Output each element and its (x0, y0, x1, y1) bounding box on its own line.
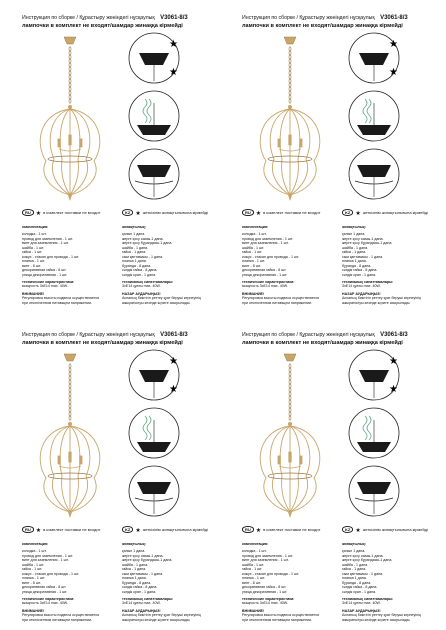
list-item: жерге қосу сымы-1 дана. (122, 553, 164, 558)
ru-legend: RU ★ в комплект поставки не входит (22, 526, 100, 536)
step-3-diagram (345, 147, 403, 201)
list-item: декоративная гайка - 8 шт. (242, 268, 287, 273)
list-item: ажыратылуы кезінде жүзеге асырылады. (122, 617, 191, 622)
sheet-title: Инструкция по сборке / Құрастыру жөніндегі нұсқаулық V3061-8/3 (242, 15, 408, 21)
list-item: винт для заземления - 1 шт. (242, 558, 289, 563)
kz-contents: жинақтылық: қалып 1 дана. жерге қосу сымы-1 дана. жерге қосу бұрандасы-1 дана. шайба - 1 дана. гайка - 1 дана. сым қаптамасы - 1 дана. планка 1 дана. бұранда - 8 дана. сәндік гайка - 8 дана. сәндік кран - 1 дана. техникалық сипаттамалары: 3xE14 қуаты max. 40W. НАЗАР АУДАРЫҢЫЗ! Аспаның биіктігін реттеу қуат берушi кернеуiнiң ажыратылуы кезінде жүзеге асырылады. (342, 225, 438, 305)
bulbs-note: лампочки в комплект не входят/шамдар жинаққа кірмейді (22, 23, 183, 29)
kz-badge: KZ (342, 209, 353, 216)
list-item: қалып 1 дана. (342, 549, 366, 554)
list-item: сәндік гайка - 8 дана. (342, 585, 378, 590)
ru-badge: RU (22, 526, 34, 533)
svg-text:★: ★ (389, 39, 398, 50)
list-item: жерге қосу сымы-1 дана. (122, 236, 164, 241)
list-item: қалып 1 дана. (342, 232, 366, 237)
list-item: сәндік гайка - 8 дана. (342, 268, 378, 273)
chandelier-illustration (20, 31, 120, 203)
list-item: Аспаның биіктігін реттеу қуат берушi кернеуiнiң (122, 613, 201, 618)
list-item: колодка - 1 шт. (22, 549, 47, 554)
chandelier-illustration (20, 348, 120, 520)
step-3-diagram (125, 464, 183, 518)
list-item: провод для заземления - 1 шт. (242, 236, 294, 241)
svg-text:★: ★ (389, 356, 398, 367)
star-icon: ★ (35, 211, 42, 217)
step-2-diagram (125, 406, 183, 460)
list-item: шайба - 1 шт. (22, 245, 45, 250)
ru-badge: RU (22, 209, 34, 216)
list-item: планка 1 дана. (122, 259, 147, 264)
list-item: провод для заземления - 1 шт. (242, 553, 294, 558)
list-item: сым қаптамасы - 1 дана. (342, 254, 384, 259)
list-item: жерге қосу сымы-1 дана. (342, 553, 384, 558)
list-item: упица декоративная - 1 шт. (22, 272, 68, 277)
list-item: декоративная гайка - 8 шт. (22, 585, 67, 590)
list-item: упица декоративная - 1 шт. (22, 589, 68, 594)
list-item: гайка - 1 дана. (342, 567, 367, 572)
list-item: сәндік кран - 1 дана. (342, 272, 377, 277)
list-item: планка - 1 шт. (242, 259, 265, 264)
list-item: кожух - стакан для провода - 1 шт. (242, 571, 300, 576)
kz-legend: KZ ★ жеткізілім жинақтылығына кірмейді (122, 526, 208, 536)
list-item: шайба - 1 шт. (242, 562, 265, 567)
ru-legend: RU ★ в комплект поставки не входит (242, 526, 320, 536)
list-item: шайба - 1 дана. (342, 562, 369, 567)
kz-legend: KZ ★ жеткізілім жинақтылығына кірмейді (122, 209, 208, 219)
ru-badge: RU (242, 209, 254, 216)
list-item: ажыратылуы кезінде жүзеге асырылады. (122, 300, 191, 305)
list-item: при отключенном питающем напряжении. (242, 617, 313, 622)
kz-badge: KZ (122, 526, 133, 533)
list-item: планка - 1 шт. (242, 576, 265, 581)
list-item: сәндік гайка - 8 дана. (122, 268, 158, 273)
model-number: V3061-8/3 (380, 332, 408, 338)
list-item: упица декоративная - 1 шт. (242, 589, 288, 594)
sheet-title: Инструкция по сборке / Құрастыру жөніндегі нұсқаулық V3061-8/3 (22, 332, 188, 338)
list-item: шайба - 1 дана. (122, 562, 149, 567)
assembly-steps (343, 31, 409, 203)
list-item: планка 1 дана. (122, 576, 147, 581)
bulbs-note: лампочки в комплект не входят/шамдар жинаққа кірмейді (22, 340, 183, 346)
list-item: декоративная гайка - 8 шт. (22, 268, 67, 273)
list-item: кожух - стакан для провода - 1 шт. (22, 571, 80, 576)
kz-legend: KZ ★ жеткізілім жинақтылығына кірмейді (342, 209, 428, 219)
list-item: колодка - 1 шт. (22, 232, 47, 237)
list-item: жерге қосу бұрандасы-1 дана. (122, 558, 173, 563)
list-item: гайка - 1 дана. (122, 567, 147, 572)
list-item: Аспаның биіктігін реттеу қуат берушi кернеуiнiң (342, 296, 421, 301)
list-item: Регулировка высоты подвеса осуществляется (22, 613, 100, 618)
step-1-diagram (345, 31, 403, 85)
list-item: декоративная гайка - 8 шт. (242, 585, 287, 590)
list-item: Аспаның биіктігін реттеу қуат берушi кернеуiнiң (122, 296, 201, 301)
step-3-diagram (125, 147, 183, 201)
step-1-diagram (125, 348, 183, 402)
kz-contents: жинақтылық: қалып 1 дана. жерге қосу сымы-1 дана. жерге қосу бұрандасы-1 дана. шайба - 1 дана. гайка - 1 дана. сым қаптамасы - 1 дана. планка 1 дана. бұранда - 8 дана. сәндік гайка - 8 дана. сәндік кран - 1 дана. техникалық сипаттамалары: 3xE14 қуаты max. 40W. НАЗАР АУДАРЫҢЫЗ! Аспаның биіктігін реттеу қуат берушi кернеуiнiң ажыратылуы кезінде жүзеге асырылады. (342, 542, 438, 622)
svg-text:★: ★ (169, 384, 178, 395)
star-icon: ★ (35, 528, 42, 534)
list-item: провод для заземления - 1 шт. (22, 236, 74, 241)
kz-contents: жинақтылық: қалып 1 дана. жерге қосу сымы-1 дана. жерге қосу бұрандасы-1 дана. шайба - 1 дана. гайка - 1 дана. сым қаптамасы - 1 дана. планка 1 дана. бұранда - 8 дана. сәндік гайка - 8 дана. сәндік кран - 1 дана. техникалық сипаттамалары: 3xE14 қуаты max. 40W. НАЗАР АУДАРЫҢЫЗ! Аспаның биіктігін реттеу қуат берушi кернеуiнiң ажыратылуы кезінде жүзеге асырылады. (122, 225, 218, 305)
list-item: шайба - 1 дана. (122, 245, 149, 250)
model-number: V3061-8/3 (380, 15, 408, 21)
list-item: сәндік кран - 1 дана. (122, 272, 157, 277)
step-1-diagram (125, 31, 183, 85)
step-1-diagram (345, 348, 403, 402)
star-icon: ★ (135, 528, 141, 534)
ru-contents: комплектация: колодка - 1 шт. провод для заземления - 1 шт. винт для заземления - 1 шт. шайба - 1 шт. гайка - 1 шт. кожух - стакан для провода - 1 шт. планка - 1 шт. винт - 8 шт. декоративная гайка - 8 шт. упица декоративная - 1 шт. технические характеристики: мощность 3xE14 max. 40W. ВНИМАНИЕ! Регулировка высоты подвеса осуществляется при отключенном питающем напряжении. (242, 542, 338, 622)
chandelier-illustration (240, 348, 340, 520)
model-number: V3061-8/3 (160, 15, 188, 21)
list-item: провод для заземления - 1 шт. (22, 553, 74, 558)
list-item: планка - 1 шт. (22, 576, 45, 581)
list-item: сәндік гайка - 8 дана. (122, 585, 158, 590)
list-item: планка - 1 шт. (22, 259, 45, 264)
list-item: бұранда - 8 дана. (122, 263, 152, 268)
step-3-diagram (345, 464, 403, 518)
list-item: бұранда - 8 дана. (342, 580, 372, 585)
ru-legend: RU ★ в комплект поставки не входит (242, 209, 320, 219)
list-item: ажыратылуы кезінде жүзеге асырылады. (342, 617, 411, 622)
list-item: шайба - 1 шт. (22, 562, 45, 567)
kz-badge: KZ (342, 526, 353, 533)
kz-legend: KZ ★ жеткізілім жинақтылығына кірмейді (342, 526, 428, 536)
model-number: V3061-8/3 (160, 332, 188, 338)
kz-badge: KZ (122, 209, 133, 216)
list-item: винт для заземления - 1 шт. (242, 241, 289, 246)
list-item: қалып 1 дана. (122, 549, 146, 554)
list-item: жерге қосу сымы-1 дана. (342, 236, 384, 241)
list-item: сым қаптамасы - 1 дана. (122, 254, 164, 259)
list-item: винт - 8 шт. (242, 263, 261, 268)
star-icon: ★ (135, 211, 141, 217)
list-item: кожух - стакан для провода - 1 шт. (242, 254, 300, 259)
list-item: гайка - 1 дана. (342, 250, 367, 255)
svg-text:★: ★ (169, 39, 178, 50)
list-item: при отключенном питающем напряжении. (22, 617, 93, 622)
ru-badge: RU (242, 526, 254, 533)
list-item: винт - 8 шт. (22, 580, 41, 585)
list-item: сәндік кран - 1 дана. (342, 589, 377, 594)
sheet-title: Инструкция по сборке / Құрастыру жөніндегі нұсқаулық V3061-8/3 (242, 332, 408, 338)
star-icon: ★ (255, 211, 262, 217)
list-item: Регулировка высоты подвеса осуществляется (22, 296, 100, 301)
list-item: шайба - 1 дана. (342, 245, 369, 250)
list-item: при отключенном питающем напряжении. (22, 300, 93, 305)
ru-legend: RU ★ в комплект поставки не входит (22, 209, 100, 219)
chandelier-illustration (240, 31, 340, 203)
list-item: Регулировка высоты подвеса осуществляется (242, 296, 320, 301)
instruction-sheet (20, 322, 220, 622)
step-2-diagram (125, 89, 183, 143)
list-item: гайка - 1 шт. (242, 567, 263, 572)
list-item: қалып 1 дана. (122, 232, 146, 237)
list-item: гайка - 1 дана. (122, 250, 147, 255)
list-item: винт - 8 шт. (242, 580, 261, 585)
kz-contents: жинақтылық: қалып 1 дана. жерге қосу сымы-1 дана. жерге қосу бұрандасы-1 дана. шайба - 1 дана. гайка - 1 дана. сым қаптамасы - 1 дана. планка 1 дана. бұранда - 8 дана. сәндік гайка - 8 дана. сәндік кран - 1 дана. техникалық сипаттамалары: 3xE14 қуаты max. 40W. НАЗАР АУДАРЫҢЫЗ! Аспаның биіктігін реттеу қуат берушi кернеуiнiң ажыратылуы кезінде жүзеге асырылады. (122, 542, 218, 622)
assembly-steps (343, 348, 409, 520)
bulbs-note: лампочки в комплект не входят/шамдар жинаққа кірмейді (242, 23, 403, 29)
list-item: сым қаптамасы - 1 дана. (342, 571, 384, 576)
ru-contents: комплектация: колодка - 1 шт. провод для заземления - 1 шт. винт для заземления - 1 шт. шайба - 1 шт. гайка - 1 шт. кожух - стакан для провода - 1 шт. планка - 1 шт. винт - 8 шт. декоративная гайка - 8 шт. упица декоративная - 1 шт. технические характеристики: мощность 3xE14 max. 40W. ВНИМАНИЕ! Регулировка высоты подвеса осуществляется при отключенном питающем напряжении. (22, 542, 118, 622)
svg-text:★: ★ (389, 384, 398, 395)
list-item: планка 1 дана. (342, 576, 367, 581)
bulbs-note: лампочки в комплект не входят/шамдар жинаққа кірмейді (242, 340, 403, 346)
list-item: сәндік кран - 1 дана. (122, 589, 157, 594)
step-2-diagram (345, 406, 403, 460)
instruction-sheet (240, 322, 440, 622)
step-2-diagram (345, 89, 403, 143)
ru-contents: комплектация: колодка - 1 шт. провод для заземления - 1 шт. винт для заземления - 1 шт. шайба - 1 шт. гайка - 1 шт. кожух - стакан для провода - 1 шт. планка - 1 шт. винт - 8 шт. декоративная гайка - 8 шт. упица декоративная - 1 шт. технические характеристики: мощность 3xE14 max. 40W. ВНИМАНИЕ! Регулировка высоты подвеса осуществляется при отключенном питающем напряжении. (242, 225, 338, 305)
svg-text:★: ★ (169, 356, 178, 367)
list-item: бұранда - 8 дана. (122, 580, 152, 585)
svg-text:★: ★ (389, 67, 398, 78)
star-icon: ★ (355, 528, 361, 534)
list-item: жерге қосу бұрандасы-1 дана. (122, 241, 173, 246)
assembly-steps (123, 348, 189, 520)
list-item: гайка - 1 шт. (22, 250, 43, 255)
ru-contents: комплектация: колодка - 1 шт. провод для заземления - 1 шт. винт для заземления - 1 шт. шайба - 1 шт. гайка - 1 шт. кожух - стакан для провода - 1 шт. планка - 1 шт. винт - 8 шт. декоративная гайка - 8 шт. упица декоративная - 1 шт. технические характеристики: мощность 3xE14 max. 40W. ВНИМАНИЕ! Регулировка высоты подвеса осуществляется при отключенном питающем напряжении. (22, 225, 118, 305)
list-item: ажыратылуы кезінде жүзеге асырылады. (342, 300, 411, 305)
list-item: при отключенном питающем напряжении. (242, 300, 313, 305)
instruction-sheet (240, 5, 440, 305)
list-item: упица декоративная - 1 шт. (242, 272, 288, 277)
list-item: колодка - 1 шт. (242, 232, 267, 237)
list-item: бұранда - 8 дана. (342, 263, 372, 268)
instruction-sheet (20, 5, 220, 305)
star-icon: ★ (355, 211, 361, 217)
sheet-title: Инструкция по сборке / Құрастыру жөніндегі нұсқаулық V3061-8/3 (22, 15, 188, 21)
list-item: гайка - 1 шт. (242, 250, 263, 255)
list-item: Регулировка высоты подвеса осуществляется (242, 613, 320, 618)
star-icon: ★ (255, 528, 262, 534)
list-item: шайба - 1 шт. (242, 245, 265, 250)
list-item: винт - 8 шт. (22, 263, 41, 268)
list-item: винт для заземления - 1 шт. (22, 558, 69, 563)
list-item: жерге қосу бұрандасы-1 дана. (342, 241, 393, 246)
list-item: гайка - 1 шт. (22, 567, 43, 572)
svg-text:★: ★ (169, 67, 178, 78)
list-item: жерге қосу бұрандасы-1 дана. (342, 558, 393, 563)
list-item: винт для заземления - 1 шт. (22, 241, 69, 246)
list-item: сым қаптамасы - 1 дана. (122, 571, 164, 576)
list-item: кожух - стакан для провода - 1 шт. (22, 254, 80, 259)
list-item: планка 1 дана. (342, 259, 367, 264)
list-item: Аспаның биіктігін реттеу қуат берушi кернеуiнiң (342, 613, 421, 618)
assembly-steps (123, 31, 189, 203)
list-item: колодка - 1 шт. (242, 549, 267, 554)
